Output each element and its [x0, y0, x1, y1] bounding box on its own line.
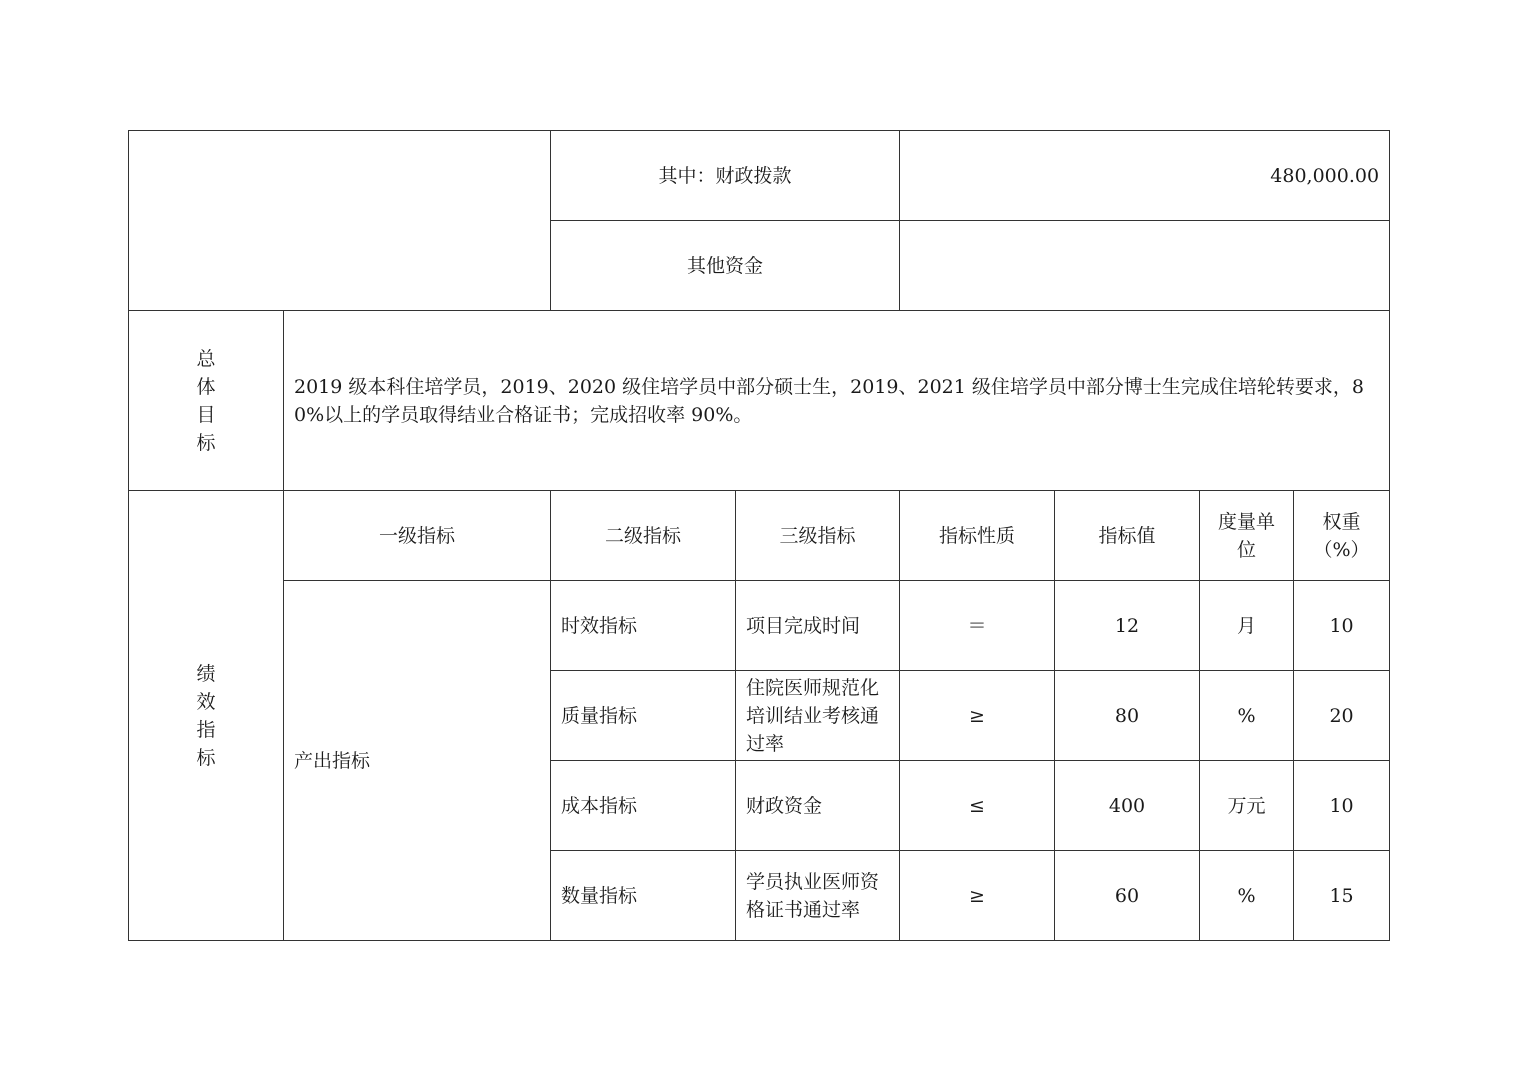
other-funding-value: [900, 221, 1390, 311]
level2-cell: 质量指标: [551, 671, 736, 761]
unit-cell: %: [1200, 671, 1294, 761]
header-nature: 指标性质: [900, 491, 1055, 581]
goal-label-text: 总体目标: [196, 347, 216, 454]
level1-output: 产出指标: [284, 581, 551, 941]
funding-blank-cell: [129, 131, 551, 311]
performance-label-text: 绩效指标: [196, 662, 216, 769]
unit-cell: %: [1200, 851, 1294, 941]
performance-label: [129, 491, 284, 941]
level3-cell: 学员执业医师资格证书通过率: [736, 851, 900, 941]
level3-cell: 财政资金: [736, 761, 900, 851]
header-level1: 一级指标: [284, 491, 551, 581]
weight-cell: 15: [1294, 851, 1390, 941]
nature-cell: ≥: [900, 671, 1055, 761]
fiscal-funding-label: 其中：财政拨款: [551, 131, 900, 221]
fiscal-funding-value: 480,000.00: [900, 131, 1390, 221]
header-level3: 三级指标: [736, 491, 900, 581]
value-cell: 60: [1055, 851, 1200, 941]
nature-cell: ≤: [900, 761, 1055, 851]
header-unit: 度量单位: [1200, 491, 1294, 581]
unit-cell: 万元: [1200, 761, 1294, 851]
level2-cell: 成本指标: [551, 761, 736, 851]
nature-cell: ≥: [900, 851, 1055, 941]
other-funding-label: 其他资金: [551, 221, 900, 311]
header-weight: 权重（%）: [1294, 491, 1390, 581]
value-cell: 80: [1055, 671, 1200, 761]
level3-cell: 项目完成时间: [736, 581, 900, 671]
level2-cell: 时效指标: [551, 581, 736, 671]
level2-cell: 数量指标: [551, 851, 736, 941]
value-cell: 12: [1055, 581, 1200, 671]
weight-cell: 10: [1294, 761, 1390, 851]
value-cell: 400: [1055, 761, 1200, 851]
nature-cell: ＝: [900, 581, 1055, 671]
level3-cell: 住院医师规范化培训结业考核通过率: [736, 671, 900, 761]
goal-text: 2019 级本科住培学员，2019、2020 级住培学员中部分硕士生，2019、2021 级住培学员中部分博士生完成住培轮转要求，80%以上的学员取得结业合格证书；完成招收率 90%。: [284, 311, 1390, 491]
weight-cell: 20: [1294, 671, 1390, 761]
table-row: [129, 581, 1390, 671]
performance-target-table: [128, 130, 1390, 941]
weight-cell: 10: [1294, 581, 1390, 671]
header-level2: 二级指标: [551, 491, 736, 581]
unit-cell: 月: [1200, 581, 1294, 671]
goal-label: [129, 311, 284, 491]
header-value: 指标值: [1055, 491, 1200, 581]
